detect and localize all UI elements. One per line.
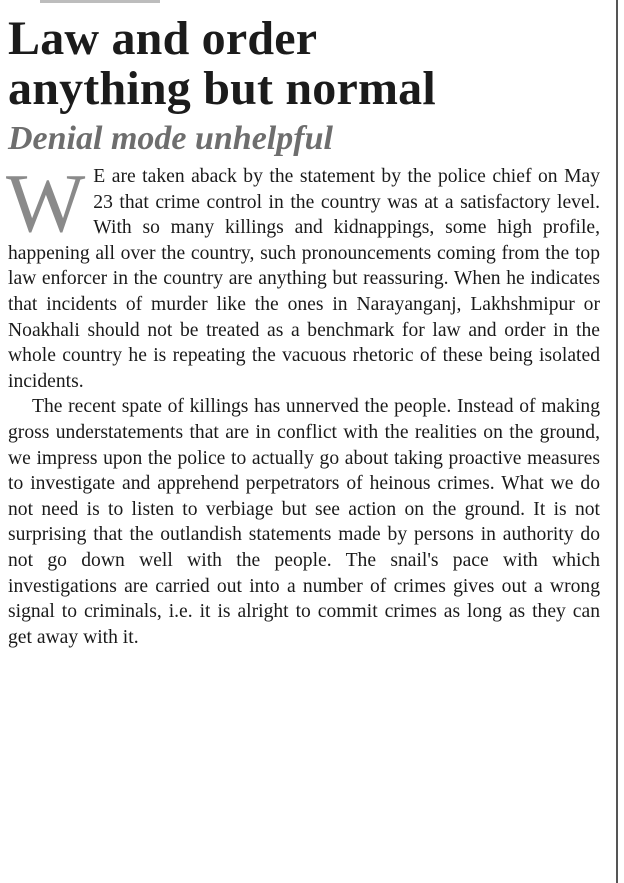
headline [8, 14, 600, 114]
column-rule [616, 0, 618, 883]
article-body [6, 157, 600, 650]
headline-line-2: anything but normal [8, 62, 436, 115]
paragraph-1-text: E are taken aback by the statement by the police chief on May 23 that crime control in the country was at a satisfactory level. With so many killings and kidnappings, some high profile, happening all over the country, such pronouncements coming from the top law enforcer in the country are anything but reassuring. When he indicates that incidents of murder like the ones in Narayanganj, Lakhshmipur or Noakhali should not be treated as a benchmark for law and order in the whole country he is repeating the vacuous rhetoric of these being isolated incidents. [8, 166, 600, 392]
top-divider [40, 0, 160, 3]
drop-cap: W [6, 157, 86, 250]
headline-line-1: Law and order [8, 12, 318, 65]
paragraph-1 [6, 157, 600, 394]
paragraph-2: The recent spate of killings has unnerved the people. Instead of making gross understatements that are in conflict with the realities on the ground, we impress upon the police to actually go about taking proactive measures to investigate and apprehend perpetrators of heinous crimes. What we do not need is to listen to verbiage but see action on the ground. It is not surprising that the outlandish statements made by persons in authority do not go down well with the people. The snail's pace with which investigations are carried out into a number of crimes gives out a wrong signal to criminals, i.e. it is alright to commit crimes as long as they can get away with it. [8, 396, 600, 648]
editorial-article [8, 14, 600, 650]
subheadline: Denial mode unhelpful [8, 120, 333, 157]
